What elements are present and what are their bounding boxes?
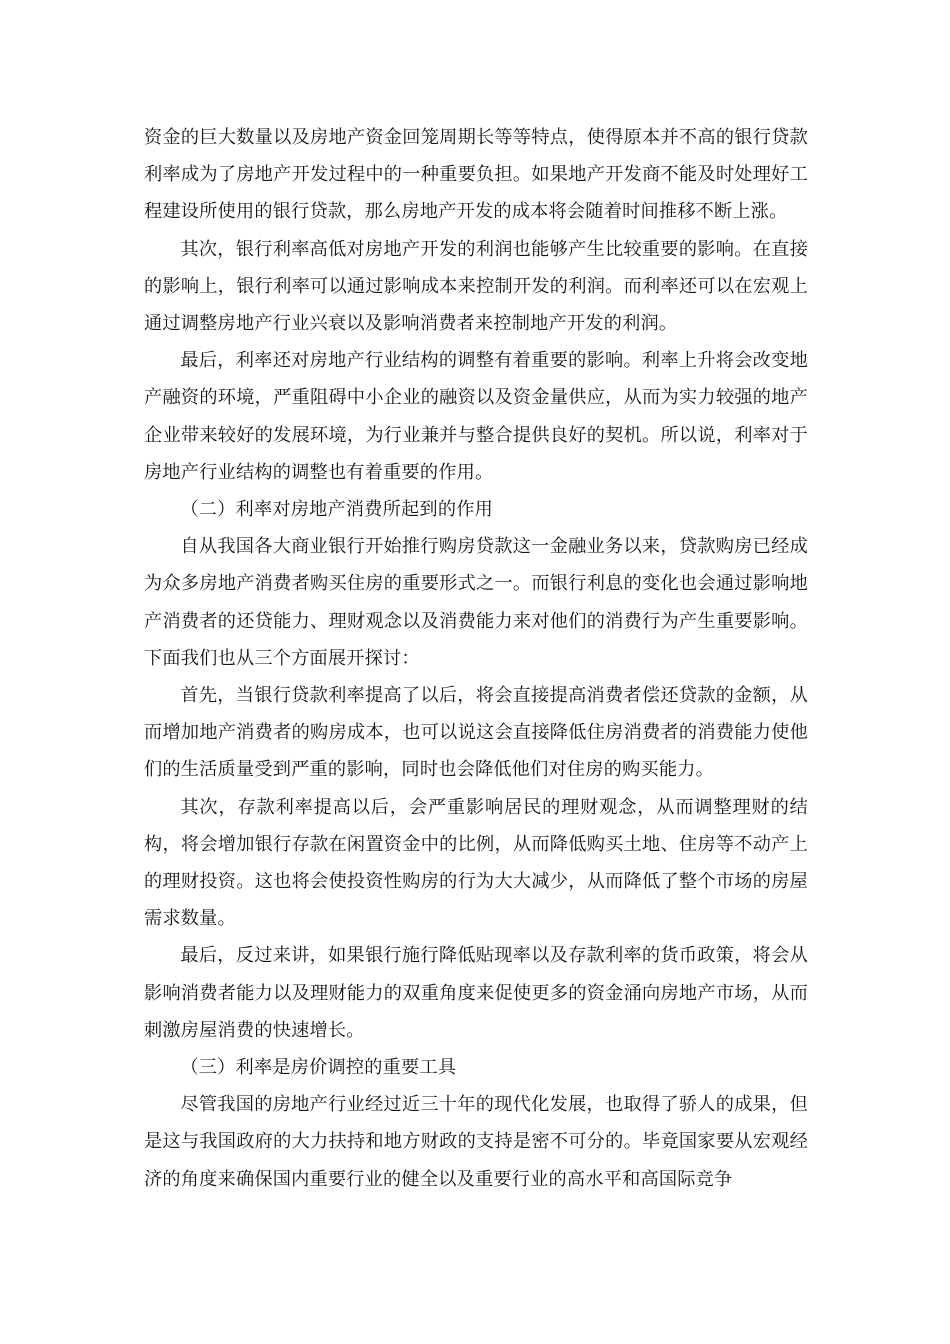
paragraph-6: 其次，存款利率提高以后，会严重影响居民的理财观念，从而调整理财的结构，将会增加银行存款在闲置资金中的比例，从而降低购买土地、住房等不动产上的理财投资。这也将会使投资性购房的行为大大减少，从而降低了整个市场的房屋需求数量。 [144, 796, 808, 930]
paragraph-3: 最后，利率还对房地产行业结构的调整有着重要的影响。利率上升将会改变地产融资的环境，严重阻碍中小企业的融资以及资金量供应，从而为实力较强的地产企业带来较好的发展环境，为行业兼并与整合提供良好的契机。所以说，利率对于房地产行业结构的调整也有着重要的作用。 [144, 350, 808, 483]
paragraph-5: 首先，当银行贷款利率提高了以后，将会直接提高消费者偿还贷款的金额，从而增加地产消费者的购房成本，也可以说这会直接降低住房消费者的消费能力使他们的生活质量受到严重的影响，同时也会降低他们对住房的购买能力。 [144, 685, 808, 781]
paragraph-8: 尽管我国的房地产行业经过近三十年的现代化发展，也取得了骄人的成果，但是这与我国政府的大力扶持和地方财政的支持是密不可分的。毕竟国家要从宏观经济的角度来确保国内重要行业的健全以及重要行业的高水平和高国际竞争 [144, 1094, 808, 1190]
document-body [144, 119, 808, 1198]
section-heading-3: （三）利率是房价调控的重要工具 [180, 1057, 457, 1079]
paragraph-4: 自从我国各大商业银行开始推行购房贷款这一金融业务以来，贷款购房已经成为众多房地产消费者购买住房的重要形式之一。而银行利息的变化也会通过影响地产消费者的还贷能力、理财观念以及消费能力来对他们的消费行为产生重要影响。下面我们也从三个方面展开探讨： [144, 536, 808, 669]
section-heading-2: （二）利率对房地产消费所起到的作用 [180, 499, 493, 521]
paragraph-7: 最后，反过来讲，如果银行施行降低贴现率以及存款利率的货币政策，将会从影响消费者能力以及理财能力的双重角度来促使更多的资金涌向房地产市场，从而刺激房屋消费的快速增长。 [144, 945, 808, 1041]
paragraph-1: 资金的巨大数量以及房地产资金回笼周期长等等特点，使得原本并不高的银行贷款利率成为了房地产开发过程中的一种重要负担。如果地产开发商不能及时处理好工程建设所使用的银行贷款，那么房地产开发的成本将会随着时间推移不断上涨。 [144, 127, 808, 223]
paragraph-2: 其次，银行利率高低对房地产开发的利润也能够产生比较重要的影响。在直接的影响上，银行利率可以通过影响成本来控制开发的利润。而利率还可以在宏观上通过调整房地产行业兴衰以及影响消费者来控制地产开发的利润。 [144, 238, 808, 335]
